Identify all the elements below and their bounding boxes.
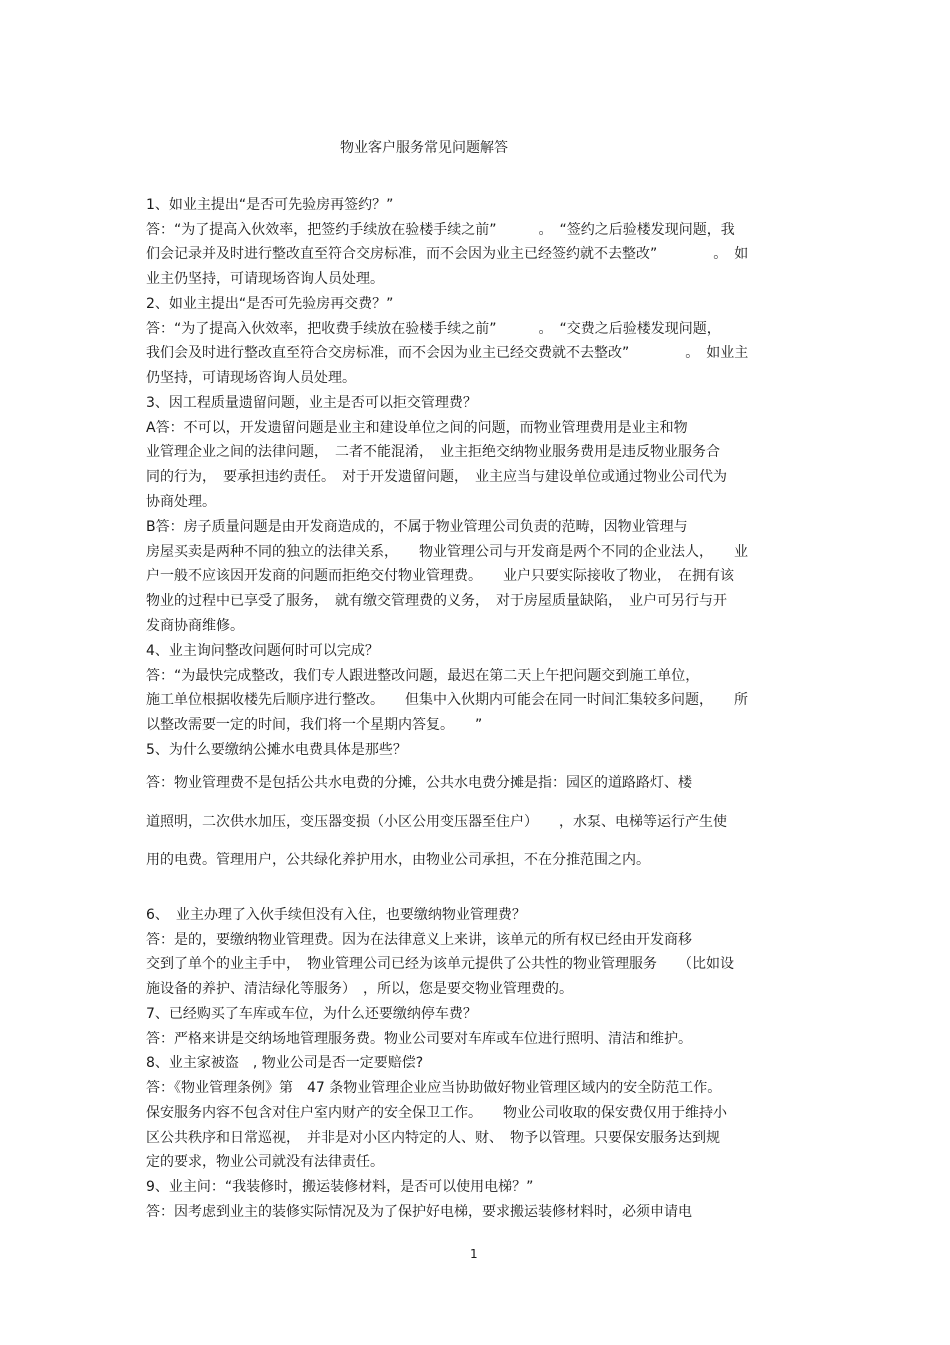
page-number: 1 [470,1247,478,1261]
text-line: 施工单位根据收楼先后顺序进行整改。 但集中入伙期内可能会在同一时间汇集较多问题， 所 [146,692,748,708]
text-line: 8、业主家被盗 , 物业公司是否一定要赔偿? [146,1055,424,1071]
text-line: 答：“为最快完成整改，我们专人跟进整改问题，最迟在第二天上午把问题交到施工单位， [146,668,700,684]
text-line: 答：因考虑到业主的装修实际情况及为了保护好电梯，要求搬运装修材料时，必须申请电 [146,1204,692,1220]
text-line: 以整改需要一定的时间，我们将一个星期内答复。 ” [146,717,483,733]
text-line: 6、 业主办理了入伙手续但没有入住，也要缴纳物业管理费？ [146,907,526,923]
text-line: 户一般不应该因开发商的问题而拒绝交付物业管理费。 业户只要实际接收了物业， 在拥有该 [146,568,734,584]
text-line: 仍坚持，可请现场咨询人员处理。 [146,370,356,386]
text-line: 3、因工程质量遗留问题，业主是否可以拒交管理费？ [146,395,477,411]
text-line: 4、业主询问整改问题何时可以完成？ [146,643,379,659]
text-line: 业主仍坚持，可请现场咨询人员处理。 [146,271,384,287]
text-line: 物业的过程中已享受了服务， 就有缴交管理费的义务， 对于房屋质量缺陷， 业户可另行与开 [146,593,727,609]
text-line: 答：是的，要缴纳物业管理费。因为在法律意义上来讲，该单元的所有权已经由开发商移 [146,932,692,948]
text-line: 施设备的养护、清洁绿化等服务） ，所以，您是要交物业管理费的。 [146,981,573,997]
text-line: 业管理企业之间的法律问题， 二者不能混淆， 业主拒绝交纳物业服务费用是违反物业服务合 [146,444,720,460]
text-line: 5、为什么要缴纳公摊水电费具体是那些？ [146,742,407,758]
text-line: 区公共秩序和日常巡视， 并非是对小区内特定的人、财、 物予以管理。只要保安服务达到规 [146,1130,720,1146]
text-line: 道照明，二次供水加压，变压器变损（小区公用变压器至住户） ，水泵、电梯等运行产生使 [146,814,727,830]
text-line: 9、业主问：“我装修时，搬运装修材料，是否可以使用电梯？” [146,1179,534,1195]
text-line: 交到了单个的业主手中， 物业管理公司已经为该单元提供了公共性的物业管理服务 （比如设 [146,956,734,972]
text-line: 同的行为， 要承担违约责任。 对于开发遗留问题， 业主应当与建设单位或通过物业公司代为 [146,469,727,485]
text-line: 1、如业主提出“是否可先验房再签约？” [146,197,394,213]
text-line: 协商处理。 [146,494,216,510]
text-line: 答：严格来讲是交纳场地管理服务费。物业公司要对车库或车位进行照明、清洁和维护。 [146,1031,692,1047]
text-line: 答：物业管理费不是包括公共水电费的分摊，公共水电费分摊是指：园区的道路路灯、楼 [146,775,692,791]
text-line: 答：“为了提高入伙效率，把收费手续放在验楼手续之前” 。 “交费之后验楼发现问题， [146,321,721,337]
text-line: 发商协商维修。 [146,618,244,634]
text-line: 们会记录并及时进行整改直至符合交房标准，而不会因为业主已经签约就不去整改” 。 如 [146,246,749,262]
text-line: 我们会及时进行整改直至符合交房标准，而不会因为业主已经交费就不去整改” 。 如业主 [146,345,749,361]
document-title: 物业客户服务常见问题解答 [340,140,508,156]
text-line: 保安服务内容不包含对住户室内财产的安全保卫工作。 物业公司收取的保安费仅用于维持小 [146,1105,727,1121]
text-line: 答：“为了提高入伙效率，把签约手续放在验楼手续之前” 。 “签约之后验楼发现问题，我 [146,222,735,238]
text-line: 定的要求，物业公司就没有法律责任。 [146,1154,384,1170]
text-line: 房屋买卖是两种不同的独立的法律关系， 物业管理公司与开发商是两个不同的企业法人， 业 [146,544,748,560]
text-line: B答：房子质量问题是由开发商造成的，不属于物业管理公司负责的范畴，因物业管理与 [146,519,688,535]
text-line: 2、如业主提出“是否可先验房再交费？” [146,296,394,312]
text-line: 7、已经购买了车库或车位，为什么还要缴纳停车费？ [146,1006,477,1022]
text-line: 答：《物业管理条例》第 47 条物业管理企业应当协助做好物业管理区域内的安全防范工作。 [146,1080,722,1096]
text-line: A答：不可以，开发遗留问题是业主和建设单位之间的问题，而物业管理费用是业主和物 [146,420,688,436]
text-line: 用的电费。管理用户，公共绿化养护用水，由物业公司承担，不在分推范围之内。 [146,852,650,868]
